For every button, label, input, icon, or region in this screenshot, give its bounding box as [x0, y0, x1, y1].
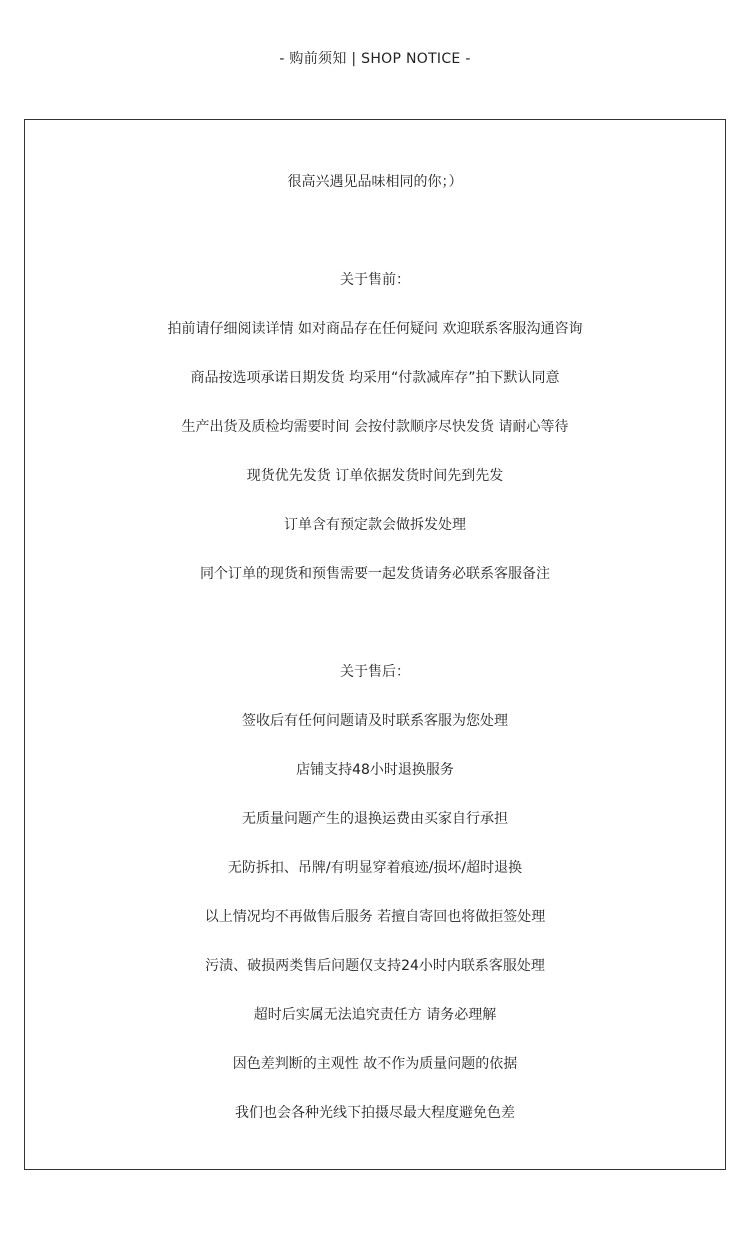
pre-sale-line: 现货优先发货 订单依据发货时间先到先发	[246, 468, 504, 484]
after-sale-line: 以上情况均不再做售后服务 若擅自寄回也将做拒签处理	[204, 909, 546, 925]
after-sale-line: 无质量问题产生的退换运费由买家自行承担	[242, 811, 508, 827]
after-sale-line: 我们也会各种光线下拍摄尽最大程度避免色差	[235, 1105, 515, 1121]
page-title: - 购前须知 | SHOP NOTICE -	[279, 51, 471, 67]
after-sale-line: 超时后实属无法追究责任方 请务必理解	[253, 1007, 497, 1023]
pre-sale-line: 商品按选项承诺日期发货 均采用“付款减库存”拍下默认同意	[190, 370, 560, 386]
after-sale-line: 因色差判断的主观性 故不作为质量问题的依据	[232, 1056, 518, 1072]
pre-sale-line: 同个订单的现货和预售需要一起发货请务必联系客服备注	[200, 566, 550, 582]
pre-sale-line: 订单含有预定款会做拆发处理	[284, 517, 466, 533]
pre-sale-line: 拍前请仔细阅读详情 如对商品存在任何疑问 欢迎联系客服沟通咨询	[167, 321, 583, 337]
after-sale-heading: 关于售后：	[340, 664, 410, 680]
after-sale-line: 店铺支持48小时退换服务	[296, 762, 454, 778]
pre-sale-line: 生产出货及质检均需要时间 会按付款顺序尽快发货 请耐心等待	[181, 419, 569, 435]
after-sale-line: 污渍、破损两类售后问题仅支持24小时内联系客服处理	[205, 958, 545, 974]
shop-notice-box	[24, 119, 726, 1170]
greeting-text: 很高兴遇见品味相同的你；）	[287, 174, 463, 190]
after-sale-line: 签收后有任何问题请及时联系客服为您处理	[242, 713, 508, 729]
pre-sale-heading: 关于售前：	[340, 272, 410, 288]
after-sale-line: 无防拆扣、吊牌/有明显穿着痕迹/损坏/超时退换	[227, 860, 523, 876]
